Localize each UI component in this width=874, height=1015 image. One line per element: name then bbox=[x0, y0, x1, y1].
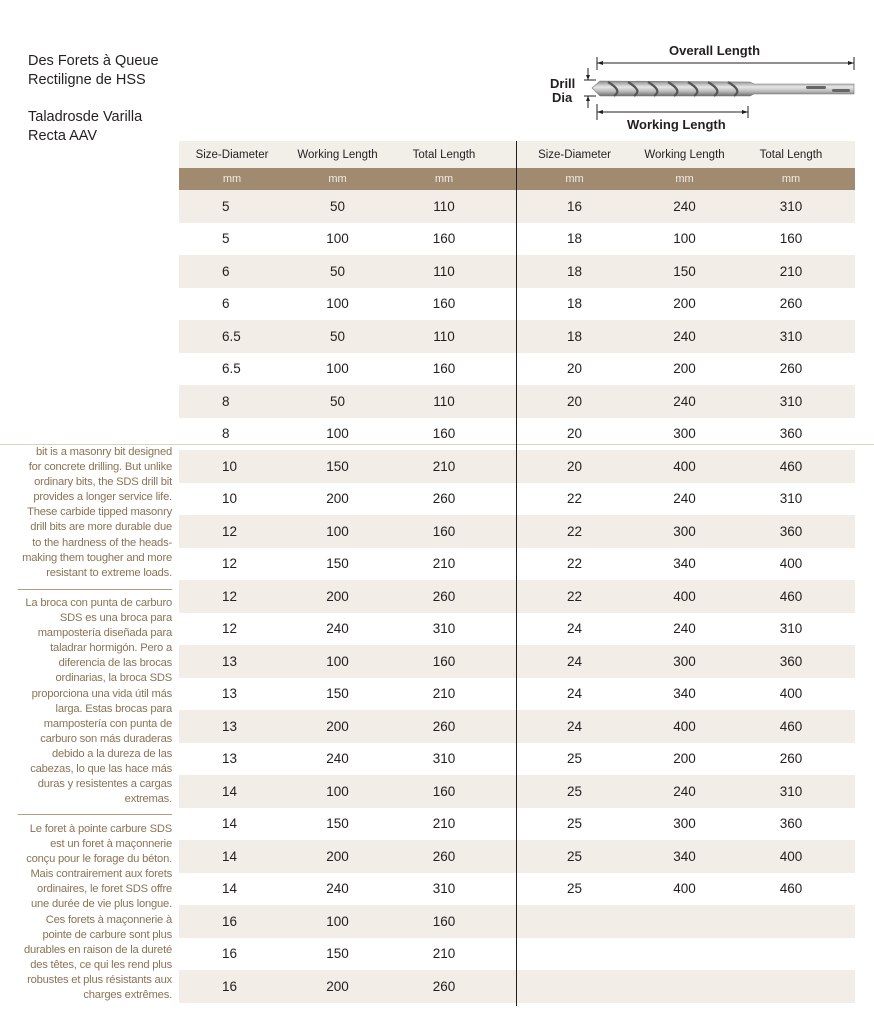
cell-size-diameter: 16 bbox=[222, 978, 238, 994]
cell-working-length: 200 bbox=[326, 848, 349, 864]
cell-total-length: 110 bbox=[433, 393, 455, 409]
cell-working-length: 100 bbox=[326, 426, 349, 442]
unit-label: mm bbox=[675, 173, 694, 185]
cell-working-length: 150 bbox=[326, 686, 349, 702]
header-working-length: Working Length bbox=[644, 148, 725, 161]
cell-total-length: 260 bbox=[432, 718, 456, 734]
cell-working-length: 150 bbox=[326, 816, 349, 832]
table-row bbox=[179, 548, 516, 581]
cell-size-diameter: 25 bbox=[566, 848, 583, 864]
cell-working-length: 100 bbox=[673, 231, 696, 247]
table-row bbox=[179, 223, 516, 256]
unit-label: mm bbox=[328, 173, 347, 185]
cell-total-length: 260 bbox=[432, 848, 456, 864]
cell-total-length: 360 bbox=[779, 523, 803, 539]
cell-size-diameter: 13 bbox=[222, 718, 238, 734]
cell-working-length: 150 bbox=[326, 946, 349, 962]
cell-size-diameter: 6 bbox=[222, 296, 230, 312]
cell-size-diameter: 8 bbox=[222, 426, 230, 442]
cell-size-diameter: 16 bbox=[566, 198, 583, 214]
cell-working-length: 300 bbox=[673, 426, 696, 442]
cell-total-length: 400 bbox=[779, 848, 803, 864]
cell-size-diameter: 16 bbox=[222, 913, 238, 929]
cell-total-length: 310 bbox=[779, 621, 803, 637]
cell-total-length: 400 bbox=[779, 556, 803, 572]
cell-size-diameter: 18 bbox=[566, 263, 583, 279]
size-table-left bbox=[179, 141, 516, 1003]
table-row bbox=[179, 288, 516, 321]
cell-working-length: 400 bbox=[673, 458, 696, 474]
cell-working-length: 150 bbox=[326, 556, 349, 572]
cell-size-diameter: 14 bbox=[222, 881, 238, 897]
cell-total-length: 160 bbox=[432, 296, 456, 312]
table-row bbox=[517, 385, 855, 418]
cell-size-diameter: 20 bbox=[566, 426, 583, 442]
cell-total-length: 160 bbox=[432, 361, 456, 377]
table-row bbox=[517, 548, 855, 581]
cell-total-length: 210 bbox=[432, 816, 456, 832]
units-row bbox=[517, 168, 855, 190]
table-row bbox=[179, 938, 516, 971]
cell-working-length: 50 bbox=[329, 393, 346, 409]
cell-working-length: 340 bbox=[673, 556, 696, 572]
cell-size-diameter: 13 bbox=[222, 751, 238, 767]
table-row bbox=[517, 288, 855, 321]
cell-total-length: 160 bbox=[432, 426, 456, 442]
cell-working-length bbox=[632, 970, 737, 1003]
header-working-length: Working Length bbox=[297, 148, 378, 161]
table-header bbox=[179, 141, 516, 168]
cell-working-length: 240 bbox=[673, 198, 696, 214]
cell-total-length: 260 bbox=[432, 491, 456, 507]
table-row bbox=[179, 450, 516, 483]
cell-size-diameter: 25 bbox=[566, 783, 583, 799]
cell-size-diameter: 18 bbox=[566, 328, 583, 344]
cell-total-length: 310 bbox=[432, 621, 456, 637]
table-row bbox=[517, 483, 855, 516]
cell-size-diameter: 6.5 bbox=[222, 328, 241, 344]
cell-total-length: 160 bbox=[432, 523, 456, 539]
cell-working-length: 100 bbox=[326, 361, 349, 377]
cell-working-length: 240 bbox=[673, 328, 696, 344]
header-size-diameter: Size-Diameter bbox=[538, 148, 611, 161]
table-row bbox=[179, 483, 516, 516]
cell-working-length: 100 bbox=[326, 653, 349, 669]
cell-size-diameter bbox=[517, 970, 632, 1003]
cell-working-length: 340 bbox=[673, 686, 696, 702]
table-row bbox=[179, 710, 516, 743]
cell-size-diameter: 22 bbox=[566, 523, 583, 539]
cell-total-length: 160 bbox=[432, 783, 456, 799]
cell-working-length: 300 bbox=[673, 523, 696, 539]
units-row bbox=[179, 168, 516, 190]
cell-size-diameter: 10 bbox=[222, 491, 238, 507]
spanish-title: Taladrosde Varilla Recta AAV bbox=[28, 109, 143, 144]
table-header bbox=[517, 141, 855, 168]
cell-working-length: 200 bbox=[673, 296, 696, 312]
drill-dia-label-1: Drill bbox=[550, 76, 576, 91]
cell-size-diameter: 22 bbox=[566, 588, 583, 604]
cell-total-length: 360 bbox=[779, 426, 803, 442]
cell-total-length: 260 bbox=[432, 588, 456, 604]
cell-size-diameter: 12 bbox=[222, 621, 238, 637]
cell-total-length: 260 bbox=[779, 751, 803, 767]
cell-size-diameter: 12 bbox=[222, 523, 238, 539]
table-row bbox=[517, 743, 855, 776]
cell-working-length: 100 bbox=[326, 296, 349, 312]
cell-total-length: 210 bbox=[432, 686, 456, 702]
cell-size-diameter: 22 bbox=[566, 556, 583, 572]
table-row bbox=[517, 775, 855, 808]
cell-size-diameter: 13 bbox=[222, 686, 238, 702]
cell-total-length: 160 bbox=[432, 913, 456, 929]
cell-total-length: 460 bbox=[779, 458, 803, 474]
cell-total-length: 400 bbox=[779, 686, 803, 702]
table-row bbox=[179, 775, 516, 808]
cell-size-diameter: 20 bbox=[566, 393, 583, 409]
cell-working-length: 400 bbox=[673, 881, 696, 897]
table-row bbox=[517, 645, 855, 678]
table-row bbox=[517, 840, 855, 873]
cell-total-length: 110 bbox=[433, 263, 455, 279]
cell-working-length bbox=[632, 938, 737, 971]
table-row bbox=[179, 580, 516, 613]
table-row bbox=[517, 353, 855, 386]
unit-label: mm bbox=[781, 173, 801, 185]
cell-working-length: 400 bbox=[673, 588, 696, 604]
cell-total-length: 310 bbox=[779, 393, 803, 409]
cell-total-length: 210 bbox=[432, 556, 456, 572]
cell-size-diameter: 22 bbox=[566, 491, 583, 507]
cell-total-length: 110 bbox=[433, 198, 455, 214]
header-size-diameter: Size-Diameter bbox=[195, 148, 269, 161]
unit-label: mm bbox=[434, 173, 454, 185]
cell-working-length: 200 bbox=[326, 588, 349, 604]
description-french bbox=[18, 822, 172, 1003]
table-row bbox=[517, 808, 855, 841]
cell-total-length: 310 bbox=[779, 783, 803, 799]
table-row bbox=[179, 255, 516, 288]
table-row bbox=[179, 970, 516, 1003]
table-row bbox=[517, 905, 855, 938]
cell-size-diameter: 14 bbox=[222, 816, 238, 832]
cell-size-diameter: 24 bbox=[566, 718, 583, 734]
description-spanish-text: La broca con punta de carburo SDS es una broca para mampostería diseñada para taladrar hormigón. Pero a diferencia de las brocas ordinarias, la broca SDS proporciona una vida útil más larga. Estas brocas para mampostería con punta de carburo son más duraderas debido a la dureza de las cabezas, lo que las hace más duras y resistentes a cargas extremas. bbox=[25, 597, 172, 806]
french-title: Des Forets à Queue Rectiligne de HSS bbox=[28, 53, 159, 88]
cell-total-length: 210 bbox=[779, 263, 803, 279]
cell-working-length: 200 bbox=[673, 361, 696, 377]
cell-working-length: 50 bbox=[329, 328, 346, 344]
cell-total-length: 260 bbox=[779, 296, 803, 312]
table-row bbox=[517, 613, 855, 646]
table-row bbox=[517, 970, 855, 1003]
cell-working-length: 240 bbox=[673, 393, 696, 409]
table-row bbox=[517, 450, 855, 483]
description-spanish bbox=[18, 596, 172, 807]
cell-working-length: 100 bbox=[326, 913, 349, 929]
cell-working-length: 150 bbox=[326, 458, 349, 474]
cell-size-diameter: 18 bbox=[566, 231, 583, 247]
cell-total-length bbox=[737, 938, 845, 971]
cell-working-length: 200 bbox=[326, 491, 349, 507]
cell-total-length: 160 bbox=[779, 231, 803, 247]
cell-working-length bbox=[632, 905, 737, 938]
cell-size-diameter: 24 bbox=[566, 686, 583, 702]
table-row bbox=[179, 418, 516, 451]
table-row bbox=[179, 320, 516, 353]
cell-total-length: 360 bbox=[779, 653, 803, 669]
cell-working-length: 150 bbox=[673, 263, 696, 279]
cell-size-diameter: 16 bbox=[222, 946, 238, 962]
cell-total-length: 310 bbox=[779, 198, 803, 214]
description-separator bbox=[18, 589, 172, 590]
unit-label: mm bbox=[222, 173, 242, 185]
table-row bbox=[517, 320, 855, 353]
cell-size-diameter bbox=[517, 905, 632, 938]
cell-total-length: 310 bbox=[432, 751, 456, 767]
cell-total-length bbox=[737, 905, 845, 938]
table-row bbox=[179, 840, 516, 873]
cell-total-length bbox=[737, 970, 845, 1003]
overall-length-label: Overall Length bbox=[669, 43, 761, 58]
working-length-label: Working Length bbox=[627, 117, 726, 132]
table-row bbox=[517, 255, 855, 288]
description-french-text: Le foret à pointe carbure SDS est un foret à maçonnerie conçu pour le forage du béton. Mais contrairement aux forets ordinaires, le foret SDS offre une durée de vie plus longue. Ces forets à maçonnerie à pointe de carbure sont plus durables en raison de la dureté des têtes, ce qui les rend plus robustes et plus résistants aux charges extrêmes. bbox=[23, 823, 172, 1002]
cell-size-diameter: 20 bbox=[566, 361, 583, 377]
table-row bbox=[517, 515, 855, 548]
cell-working-length: 50 bbox=[329, 263, 346, 279]
table-row bbox=[179, 645, 516, 678]
cell-working-length: 100 bbox=[326, 231, 349, 247]
description-separator bbox=[18, 814, 172, 815]
table-row bbox=[179, 743, 516, 776]
cell-working-length: 240 bbox=[673, 783, 696, 799]
table-row bbox=[517, 678, 855, 711]
table-row bbox=[179, 613, 516, 646]
cell-working-length: 50 bbox=[329, 198, 346, 214]
cell-size-diameter: 12 bbox=[222, 556, 238, 572]
unit-label: mm bbox=[565, 173, 584, 185]
cell-size-diameter: 8 bbox=[222, 393, 230, 409]
cell-size-diameter: 13 bbox=[222, 653, 238, 669]
drill-dia-label-2: Dia bbox=[552, 90, 573, 105]
cell-size-diameter: 18 bbox=[566, 296, 583, 312]
cell-size-diameter: 25 bbox=[566, 881, 583, 897]
table-row bbox=[179, 515, 516, 548]
cell-working-length: 240 bbox=[326, 621, 349, 637]
cell-size-diameter: 25 bbox=[566, 751, 583, 767]
size-table-right bbox=[517, 141, 855, 1003]
cell-size-diameter: 5 bbox=[222, 231, 230, 247]
table-row bbox=[179, 353, 516, 386]
cell-total-length: 360 bbox=[779, 816, 803, 832]
table-row bbox=[179, 905, 516, 938]
cell-working-length: 200 bbox=[673, 751, 696, 767]
table-row bbox=[179, 678, 516, 711]
cell-size-diameter: 6 bbox=[222, 263, 230, 279]
cell-total-length: 460 bbox=[779, 718, 803, 734]
table-row bbox=[517, 710, 855, 743]
product-titles bbox=[28, 52, 178, 146]
table-row bbox=[517, 223, 855, 256]
drill-bit-diagram bbox=[540, 40, 870, 140]
cell-working-length: 240 bbox=[673, 491, 696, 507]
cell-size-diameter bbox=[517, 938, 632, 971]
table-row bbox=[517, 190, 855, 223]
cell-size-diameter: 14 bbox=[222, 848, 238, 864]
cell-size-diameter: 25 bbox=[566, 816, 583, 832]
cell-working-length: 100 bbox=[326, 523, 349, 539]
description-english-text: bit is a masonry bit designed for concrete drilling. But unlike ordinary bits, the SDS drill bit provides a longer service life. These carbide tipped masonry drill bits are more durable due to the hardness of the heads- making them tougher and more resistant to extreme loads. bbox=[22, 446, 172, 579]
cell-working-length: 300 bbox=[673, 816, 696, 832]
cell-total-length: 260 bbox=[432, 978, 456, 994]
cell-size-diameter: 5 bbox=[222, 198, 230, 214]
table-row bbox=[517, 580, 855, 613]
cell-working-length: 240 bbox=[326, 881, 349, 897]
cell-total-length: 160 bbox=[432, 653, 456, 669]
cell-total-length: 460 bbox=[779, 881, 803, 897]
cell-working-length: 200 bbox=[326, 718, 349, 734]
table-row bbox=[179, 385, 516, 418]
cell-size-diameter: 24 bbox=[566, 653, 583, 669]
cell-total-length: 110 bbox=[433, 328, 455, 344]
table-separator bbox=[516, 141, 517, 1006]
header-total-length: Total Length bbox=[412, 148, 476, 161]
table-row bbox=[179, 808, 516, 841]
cell-working-length: 400 bbox=[673, 718, 696, 734]
table-row bbox=[179, 873, 516, 906]
cell-working-length: 240 bbox=[673, 621, 696, 637]
cell-working-length: 100 bbox=[326, 783, 349, 799]
cell-size-diameter: 6.5 bbox=[222, 361, 241, 377]
cell-total-length: 210 bbox=[432, 946, 456, 962]
cell-size-diameter: 24 bbox=[566, 621, 583, 637]
cell-working-length: 300 bbox=[673, 653, 696, 669]
cell-size-diameter: 12 bbox=[222, 588, 238, 604]
cell-total-length: 310 bbox=[779, 491, 803, 507]
cell-total-length: 310 bbox=[432, 881, 456, 897]
header-total-length: Total Length bbox=[759, 148, 823, 161]
table-row bbox=[517, 938, 855, 971]
cell-total-length: 460 bbox=[779, 588, 803, 604]
cell-working-length: 240 bbox=[326, 751, 349, 767]
description-english bbox=[18, 445, 172, 581]
cell-size-diameter: 20 bbox=[566, 458, 583, 474]
cell-working-length: 340 bbox=[673, 848, 696, 864]
cell-working-length: 200 bbox=[326, 978, 349, 994]
cell-total-length: 260 bbox=[779, 361, 803, 377]
cell-total-length: 310 bbox=[779, 328, 803, 344]
cell-total-length: 160 bbox=[432, 231, 456, 247]
table-row bbox=[179, 190, 516, 223]
cell-total-length: 210 bbox=[432, 458, 456, 474]
table-row bbox=[517, 418, 855, 451]
cell-size-diameter: 14 bbox=[222, 783, 238, 799]
table-row bbox=[517, 873, 855, 906]
cell-size-diameter: 10 bbox=[222, 458, 238, 474]
